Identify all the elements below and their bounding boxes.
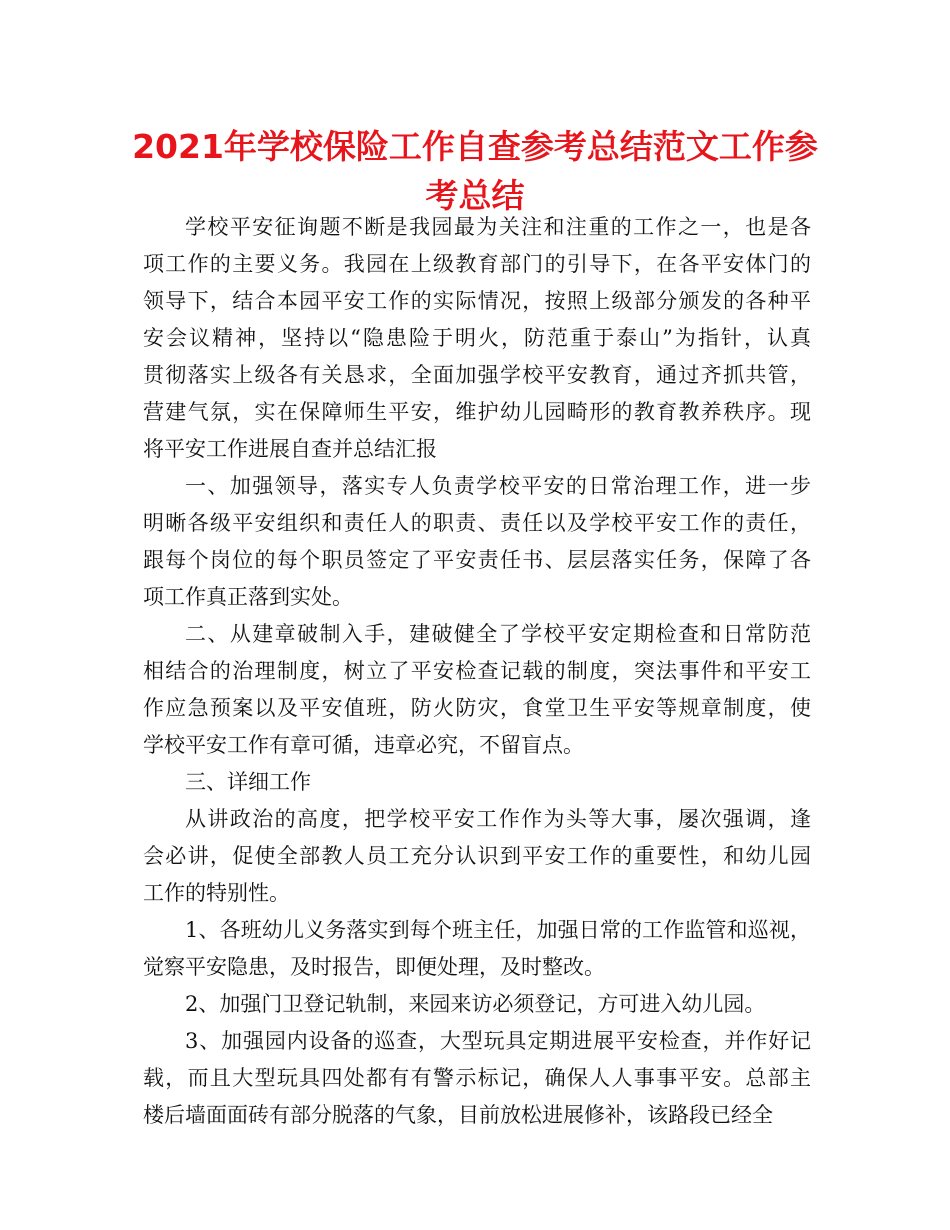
paragraph-line: 楼后墙面面砖有部分脱落的气象，目前放松进展修补，该路段已经全 bbox=[143, 1103, 773, 1127]
paragraph-line: 1、各班幼儿义务落实到每个班主任，加强日常的工作监管和巡视， bbox=[185, 918, 811, 942]
body-paragraph bbox=[143, 209, 811, 468]
paragraph-line: 相结合的治理制度，树立了平安检查记载的制度，突法事件和平安工 bbox=[143, 659, 811, 683]
paragraph-line: 安会议精神，坚持以“隐患险于明火，防范重于泰山”为指针，认真 bbox=[143, 326, 811, 350]
body-paragraph bbox=[143, 912, 811, 986]
body-paragraph bbox=[143, 764, 811, 801]
paragraph-line: 领导下，结合本园平安工作的实际情况，按照上级部分颁发的各种平 bbox=[143, 289, 811, 313]
paragraph-line: 3、加强园内设备的巡查，大型玩具定期进展平安检查，并作好记 bbox=[185, 1029, 811, 1053]
paragraph-line: 三、详细工作 bbox=[185, 770, 311, 794]
paragraph-line: 作应急预案以及平安值班，防火防灾，食堂卫生平安等规章制度，使 bbox=[143, 696, 811, 720]
paragraph-line: 贯彻落实上级各有关恳求，全面加强学校平安教育，通过齐抓共管， bbox=[143, 363, 811, 387]
paragraph-line: 项工作真正落到实处。 bbox=[143, 585, 353, 609]
paragraph-line: 从讲政治的高度，把学校平安工作作为头等大事，屡次强调，逢 bbox=[185, 807, 811, 831]
paragraph-line: 将平安工作进展自查并总结汇报 bbox=[143, 437, 437, 461]
body-paragraph bbox=[143, 1023, 811, 1134]
document-body bbox=[143, 209, 811, 1134]
document-title bbox=[100, 122, 850, 220]
paragraph-line: 二、从建章破制入手，建破健全了学校平安定期检查和日常防范 bbox=[185, 622, 811, 646]
paragraph-line: 觉察平安隐患，及时报告，即便处理，及时整改。 bbox=[143, 955, 605, 979]
body-paragraph bbox=[143, 616, 811, 764]
paragraph-line: 明晰各级平安组织和责任人的职责、责任以及学校平安工作的责任， bbox=[143, 511, 811, 535]
body-paragraph bbox=[143, 986, 811, 1023]
paragraph-line: 学校平安工作有章可循，违章必究，不留盲点。 bbox=[143, 733, 584, 757]
paragraph-line: 工作的特别性。 bbox=[143, 881, 290, 905]
paragraph-line: 载，而且大型玩具四处都有有警示标记，确保人人事事平安。总部主 bbox=[143, 1066, 811, 1090]
title-line-1: 2021年学校保险工作自查参考总结范文工作参 bbox=[132, 127, 818, 166]
body-paragraph bbox=[143, 801, 811, 912]
paragraph-line: 2、加强门卫登记轨制，来园来访必须登记，方可进入幼儿园。 bbox=[185, 992, 766, 1016]
paragraph-line: 会必讲，促使全部教人员工充分认识到平安工作的重要性，和幼儿园 bbox=[143, 844, 811, 868]
paragraph-line: 跟每个岗位的每个职员签定了平安责任书、层层落实任务，保障了各 bbox=[143, 548, 811, 572]
title-line-2: 考总结 bbox=[425, 176, 525, 215]
paragraph-line: 一、加强领导，落实专人负责学校平安的日常治理工作，进一步 bbox=[185, 474, 811, 498]
paragraph-line: 项工作的主要义务。我园在上级教育部门的引导下，在各平安体门的 bbox=[143, 252, 811, 276]
paragraph-line: 营建气氛，实在保障师生平安，维护幼儿园畸形的教育教养秩序。现 bbox=[143, 400, 811, 424]
body-paragraph bbox=[143, 468, 811, 616]
paragraph-line: 学校平安征询题不断是我园最为关注和注重的工作之一，也是各 bbox=[185, 215, 811, 239]
